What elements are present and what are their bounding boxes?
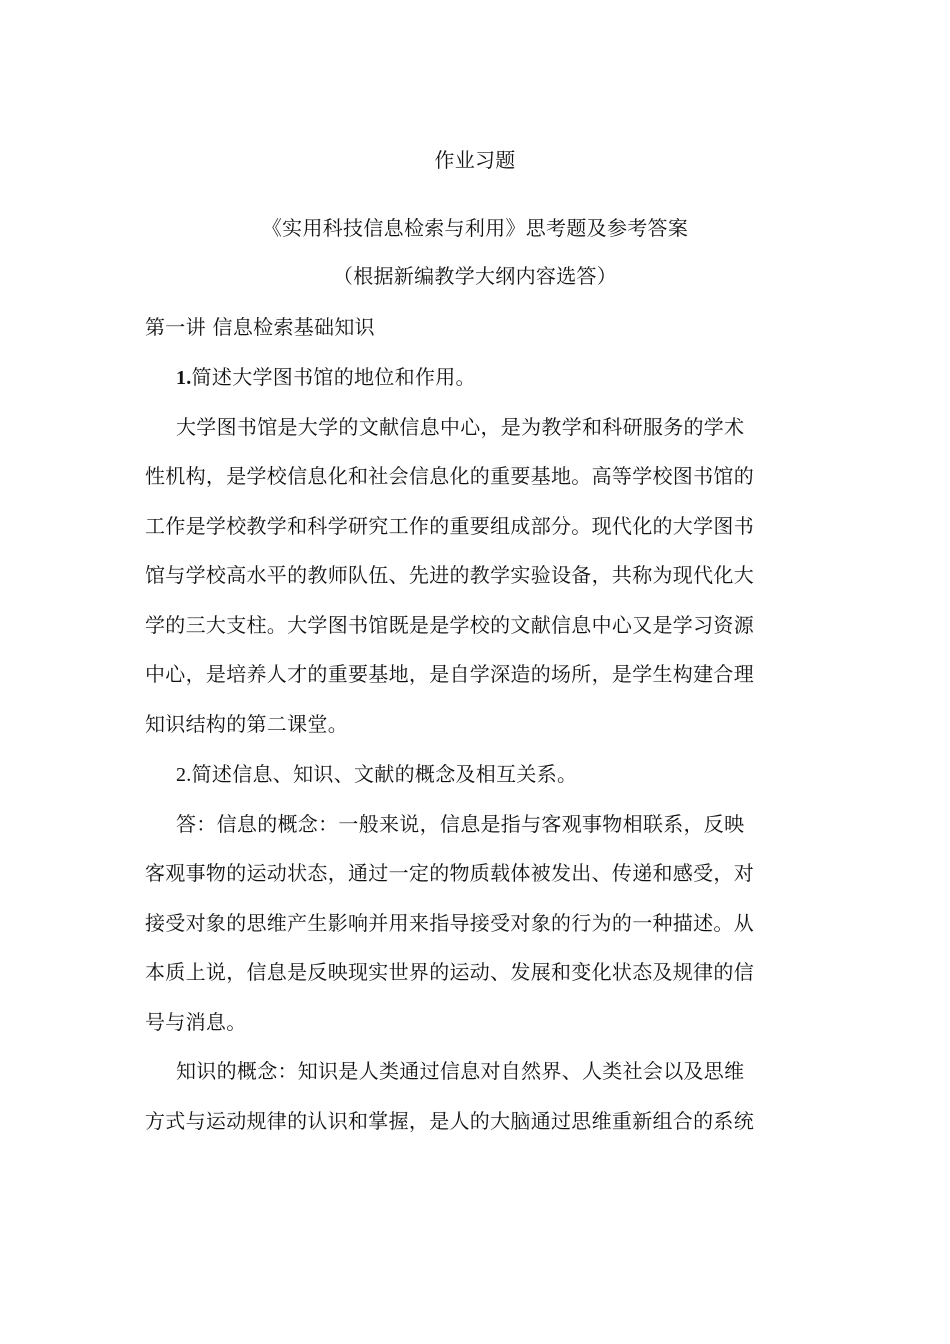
document-subtitle: 《实用科技信息检索与利用》思考题及参考答案 [261,216,689,240]
answer-2-line: 答：信息的概念：一般来说，信息是指与客观事物相联系，反映 [176,812,745,836]
answer-1-line: 工作是学校教学和科学研究工作的重要组成部分。现代化的大学图书 [145,514,754,538]
question-2-number: 2. [176,764,192,786]
answer-1-line: 性机构，是学校信息化和社会信息化的重要基地。高等学校图书馆的 [145,464,754,488]
document-title: 作业习题 [434,148,516,172]
answer-2-line: 客观事物的运动状态，通过一定的物质载体被发出、传递和感受，对 [145,861,754,885]
question-2 [176,760,577,789]
answer-3-line: 知识的概念：知识是人类通过信息对自然界、人类社会以及思维 [176,1059,745,1083]
answer-2-line: 接受对象的思维产生影响并用来指导接受对象的行为的一种描述。从 [145,911,754,935]
document-note: （根据新编教学大纲内容选答） [332,264,618,288]
answer-1-line: 知识结构的第二课堂。 [145,712,348,736]
answer-1-line: 中心，是培养人才的重要基地，是自学深造的场所，是学生构建合理 [145,662,754,686]
section-heading: 第一讲 信息检索基础知识 [145,315,375,339]
answer-3-line: 方式与运动规律的认识和掌握，是人的大脑通过思维重新组合的系统 [145,1109,754,1133]
answer-1-line: 馆与学校高水平的教师队伍、先进的教学实验设备，共称为现代化大 [145,563,754,587]
question-1 [176,363,476,392]
answer-1-line: 学的三大支柱。大学图书馆既是是学校的文献信息中心又是学习资源 [145,613,754,637]
answer-1-line: 大学图书馆是大学的文献信息中心，是为教学和科研服务的学术 [176,415,745,439]
question-1-text: 简述大学图书馆的地位和作用。 [191,365,476,389]
question-1-number: 1. [176,367,192,389]
question-2-text: 简述信息、知识、文献的概念及相互关系。 [191,762,578,786]
answer-2-line: 本质上说，信息是反映现实世界的运动、发展和变化状态及规律的信 [145,960,754,984]
answer-2-line: 号与消息。 [145,1010,247,1034]
